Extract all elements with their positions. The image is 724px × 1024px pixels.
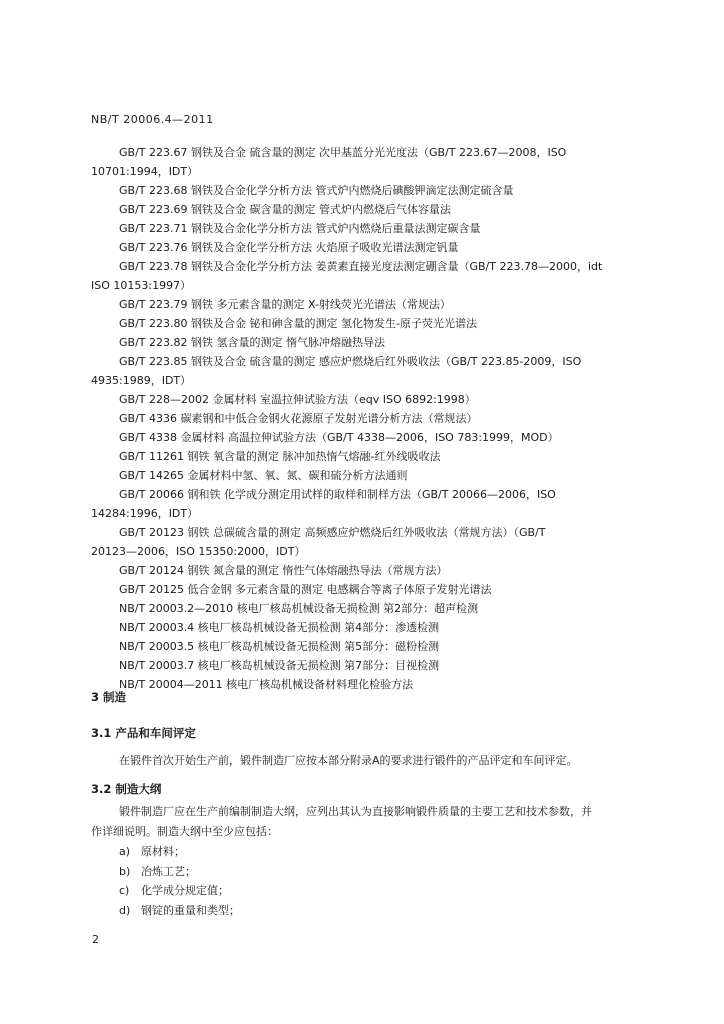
reference-item (91, 561, 639, 580)
list-marker: a) (119, 845, 131, 858)
reference-item (91, 295, 639, 314)
reference-item (91, 333, 639, 352)
reference-text: GB/T 223.76 钢铁及合金化学分析方法 火焰原子吸收光谱法测定钒量 (119, 241, 459, 254)
reference-text: NB/T 20003.2—2010 核电厂核岛机械设备无损检测 第2部分：超声检测 (119, 602, 479, 615)
reference-text: GB/T 223.67 钢铁及合金 硫含量的测定 次甲基蓝分光光度法（GB/T 223.67—2008，ISO (119, 146, 567, 159)
reference-item (91, 143, 639, 181)
reference-item (91, 618, 639, 637)
list-item (119, 862, 240, 882)
reference-text: GB/T 228—2002 金属材料 室温拉伸试验方法（eqv ISO 6892:1998） (119, 393, 476, 406)
list-item (119, 881, 240, 901)
reference-item (91, 352, 639, 390)
reference-text: GB/T 223.78 钢铁及合金化学分析方法 姜黄素直接光度法测定硼含量（GB/T 223.78—2000，idt (119, 260, 603, 273)
reference-continuation: 10701:1994，IDT） (91, 165, 199, 178)
list-item (119, 901, 240, 921)
reference-text: GB/T 20066 钢和铁 化学成分测定用试样的取样和制样方法（GB/T 20066—2006，ISO (119, 488, 556, 501)
list-marker: b) (119, 864, 131, 878)
reference-text: GB/T 223.69 钢铁及合金 碳含量的测定 管式炉内燃烧后气体容量法 (119, 203, 451, 216)
reference-item (91, 314, 639, 333)
reference-text: GB/T 223.82 钢铁 氢含量的测定 惰气脉冲熔融热导法 (119, 336, 385, 349)
reference-item (91, 390, 639, 409)
reference-text: GB/T 4336 碳素钢和中低合金钢火花源原子发射光谱分析方法（常规法） (119, 412, 478, 425)
section-3-2-paragraph (91, 802, 639, 842)
reference-text: GB/T 4338 金属材料 高温拉伸试验方法（GB/T 4338—2006，ISO 783:1999，MOD） (119, 431, 559, 444)
paragraph-line: 作详细说明。制造大纲中至少应包括： (91, 825, 278, 838)
reference-item (91, 409, 639, 428)
reference-text: NB/T 20004—2011 核电厂核岛机械设备材料理化检验方法 (119, 678, 414, 691)
reference-text: GB/T 223.85 钢铁及合金 硫含量的测定 感应炉燃烧后红外吸收法（GB/T 223.85-2009，ISO (119, 355, 582, 368)
list-marker: d) (119, 903, 131, 917)
reference-continuation: 4935:1989，IDT） (91, 374, 192, 387)
list-item-text: 化学成分规定值； (141, 884, 229, 897)
paragraph-line: 锻件制造厂应在生产前编制制造大纲，应列出其认为直接影响锻件质量的主要工艺和技术参数，并 (119, 805, 592, 818)
reference-item (91, 656, 639, 675)
reference-item (91, 428, 639, 447)
reference-text: GB/T 20125 低合金钢 多元素含量的测定 电感耦合等离子体原子发射光谱法 (119, 583, 492, 596)
section-3-1-heading: 3.1 产品和车间评定 (91, 726, 196, 740)
reference-text: NB/T 20003.4 核电厂核岛机械设备无损检测 第4部分：渗透检测 (119, 621, 440, 634)
reference-text: GB/T 223.79 钢铁 多元素含量的测定 X-射线荧光光谱法（常规法） (119, 298, 451, 311)
page-number: 2 (92, 933, 99, 946)
section-3-2-heading: 3.2 制造大纲 (91, 782, 162, 796)
reference-item (91, 485, 639, 523)
list-item-text: 冶炼工艺； (141, 864, 196, 878)
standard-code-header: NB/T 20006.4—2011 (91, 113, 214, 126)
reference-item (91, 447, 639, 466)
reference-text: NB/T 20003.7 核电厂核岛机械设备无损检测 第7部分：目视检测 (119, 659, 440, 672)
reference-text: NB/T 20003.5 核电厂核岛机械设备无损检测 第5部分：磁粉检测 (119, 640, 440, 653)
normative-references-list (91, 143, 639, 694)
reference-item (91, 675, 639, 694)
reference-item (91, 238, 639, 257)
reference-text: GB/T 223.80 钢铁及合金 铋和砷含量的测定 氢化物发生-原子荧光光谱法 (119, 317, 477, 330)
reference-continuation: ISO 10153:1997） (91, 279, 192, 292)
list-item-text: 钢锭的重量和类型； (141, 903, 240, 917)
reference-item (91, 466, 639, 485)
reference-continuation: 20123—2006，ISO 15350:2000，IDT） (91, 545, 306, 558)
reference-text: GB/T 223.68 钢铁及合金化学分析方法 管式炉内燃烧后碘酸钾滴定法测定硫含量 (119, 184, 514, 197)
reference-continuation: 14284:1996，IDT） (91, 507, 199, 520)
reference-text: GB/T 20123 钢铁 总碳硫含量的测定 高频感应炉燃烧后红外吸收法（常规方法）（GB/T (119, 526, 546, 539)
reference-item (91, 599, 639, 618)
reference-text: GB/T 20124 钢铁 氮含量的测定 惰性气体熔融热导法（常规方法） (119, 564, 448, 577)
reference-text: GB/T 14265 金属材料中氢、氧、氮、碳和硫分析方法通则 (119, 469, 408, 482)
manufacturing-outline-list (119, 842, 240, 920)
reference-item (91, 637, 639, 656)
list-item (119, 842, 240, 862)
reference-item (91, 257, 639, 295)
reference-item (91, 580, 639, 599)
reference-item (91, 200, 639, 219)
reference-text: GB/T 223.71 钢铁及合金化学分析方法 管式炉内燃烧后重量法测定碳含量 (119, 222, 481, 235)
reference-item (91, 181, 639, 200)
reference-text: GB/T 11261 钢铁 氧含量的测定 脉冲加热惰气熔融-红外线吸收法 (119, 450, 441, 463)
list-item-text: 原材料； (141, 845, 185, 858)
list-marker: c) (119, 884, 130, 897)
section-3-1-paragraph: 在锻件首次开始生产前，锻件制造厂应按本部分附录A的要求进行锻件的产品评定和车间评定。 (119, 754, 578, 767)
reference-item (91, 523, 639, 561)
reference-item (91, 219, 639, 238)
section-3-heading: 3 制造 (91, 690, 127, 704)
